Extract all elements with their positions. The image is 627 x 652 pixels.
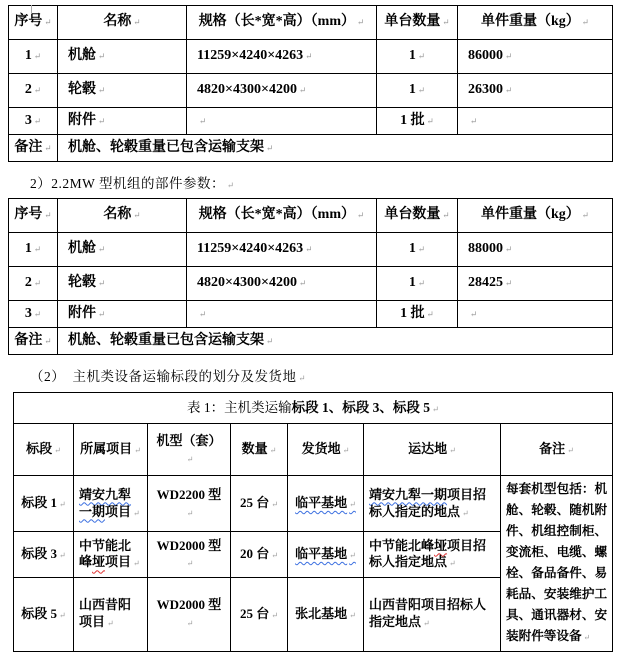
header-remark: 备注 ↵ <box>501 424 613 476</box>
cell-name: 轮毂 ↵ <box>58 267 187 301</box>
header-quantity: 数量 ↵ <box>231 424 288 476</box>
cell-destination: 山西昔阳项目招标人指定地点 ↵ <box>364 577 501 651</box>
header-weight: 单件重量（kg） ↵ <box>458 199 613 233</box>
transport-table-title-row <box>14 393 613 424</box>
cell-weight: 86000 ↵ <box>458 40 613 74</box>
cell-origin: 临平基地 ↵ <box>288 532 364 578</box>
cell-seq: 2 ↵ <box>9 74 58 108</box>
header-weight: 单件重量（kg） ↵ <box>458 6 613 40</box>
cell-lot: 标段 3 ↵ <box>14 532 74 578</box>
header-spec: 规格（长*宽*高）（mm） ↵ <box>187 199 377 233</box>
remark-text: 机舱、轮毂重量已包含运输支架 ↵ <box>58 135 613 162</box>
spec-table-15mw <box>8 5 613 162</box>
section-label-22mw: 2）2.2MW 型机组的部件参数： ↵ <box>30 172 627 192</box>
header-origin: 发货地 ↵ <box>288 424 364 476</box>
header-destination: 运达地 ↵ <box>364 424 501 476</box>
cell-seq: 1 ↵ <box>9 40 58 74</box>
transport-table-header-row <box>14 424 613 476</box>
cell-qty: 1 批 ↵ <box>377 301 458 328</box>
cell-weight: 26300 ↵ <box>458 74 613 108</box>
header-name: 名称 ↵ <box>58 6 187 40</box>
text-cursor-mark <box>31 5 32 14</box>
cell-origin: 张北基地 ↵ <box>288 577 364 651</box>
header-lot: 标段 ↵ <box>14 424 74 476</box>
cell-qty: 1 ↵ <box>377 74 458 108</box>
cell-project: 靖安九犁一期项目 ↵ <box>74 476 148 532</box>
table-row <box>9 74 613 108</box>
cell-origin: 临平基地 ↵ <box>288 476 364 532</box>
cell-name: 机舱 ↵ <box>58 233 187 267</box>
cell-qty: 1 ↵ <box>377 40 458 74</box>
transport-table-title: 表 1：主机类运输标段 1、标段 3、标段 5 ↵ <box>14 393 613 424</box>
table-row-lot1 <box>14 476 613 532</box>
cell-name: 轮毂 ↵ <box>58 74 187 108</box>
cell-project: 中节能北峰垭项目 ↵ <box>74 532 148 578</box>
cell-quantity: 25 台 ↵ <box>231 476 288 532</box>
cell-seq: 3 ↵ <box>9 301 58 328</box>
section-label-transport: （2） 主机类设备运输标段的划分及发货地 ↵ <box>30 365 627 385</box>
cell-qty: 1 ↵ <box>377 233 458 267</box>
cell-destination: 靖安九犁一期项目招标人指定的地点 ↵ <box>364 476 501 532</box>
cell-spec <box>187 108 377 135</box>
table-row <box>9 233 613 267</box>
cell-project: 山西昔阳项目 ↵ <box>74 577 148 651</box>
cell-spec: 11259×4240×4263 ↵ <box>187 233 377 267</box>
cell-qty: 1 批 ↵ <box>377 108 458 135</box>
cell-model: WD2200 型 ↵ <box>148 476 231 532</box>
spec-table-22mw-header-row <box>9 199 613 233</box>
header-qty: 单台数量 ↵ <box>377 199 458 233</box>
cell-lot: 标段 1 ↵ <box>14 476 74 532</box>
document-page <box>0 5 627 643</box>
header-name: 名称 ↵ <box>58 199 187 233</box>
cell-model: WD2000 型 ↵ <box>148 577 231 651</box>
header-seq: 序号 ↵ <box>9 6 58 40</box>
cell-weight: 88000 ↵ <box>458 233 613 267</box>
table-row <box>9 267 613 301</box>
header-seq: 序号 ↵ <box>9 199 58 233</box>
remark-text: 机舱、轮毂重量已包含运输支架 ↵ <box>58 328 613 355</box>
cell-weight <box>458 108 613 135</box>
spec-table-15mw-header-row <box>9 6 613 40</box>
transport-table <box>13 392 613 652</box>
cell-name: 附件 ↵ <box>58 301 187 328</box>
header-project: 所属项目 ↵ <box>74 424 148 476</box>
cell-name: 机舱 ↵ <box>58 40 187 74</box>
cell-seq: 2 ↵ <box>9 267 58 301</box>
header-model: 机型（套） ↵ <box>148 424 231 476</box>
cell-spec: 11259×4240×4263 ↵ <box>187 40 377 74</box>
cell-name: 附件 ↵ <box>58 108 187 135</box>
cell-lot: 标段 5 ↵ <box>14 577 74 651</box>
cell-destination: 中节能北峰垭项目招标人指定地点 ↵ <box>364 532 501 578</box>
cell-remark-merged: 每套机型包括：机舱、轮毂、随机附件、机组控制柜、变流柜、电缆、螺栓、备品备件、易耗品、安装维护工具、通讯器材、安装附件等设备 ↵ <box>501 476 613 652</box>
remark-label: 备注 ↵ <box>9 328 58 355</box>
cell-quantity: 25 台 ↵ <box>231 577 288 651</box>
cell-qty: 1 ↵ <box>377 267 458 301</box>
header-spec: 规格（长*宽*高）（mm） ↵ <box>187 6 377 40</box>
cell-weight: 28425 ↵ <box>458 267 613 301</box>
cell-seq: 3 ↵ <box>9 108 58 135</box>
header-qty: 单台数量 ↵ <box>377 6 458 40</box>
table-row <box>9 40 613 74</box>
cell-spec: 4820×4300×4200 ↵ <box>187 74 377 108</box>
cell-spec <box>187 301 377 328</box>
remark-label: 备注 ↵ <box>9 135 58 162</box>
table-row <box>9 301 613 328</box>
cell-quantity: 20 台 ↵ <box>231 532 288 578</box>
spec-table-22mw <box>8 198 613 355</box>
cell-seq: 1 ↵ <box>9 233 58 267</box>
table-row <box>9 108 613 135</box>
remark-row <box>9 328 613 355</box>
cell-model: WD2000 型 ↵ <box>148 532 231 578</box>
cell-spec: 4820×4300×4200 ↵ <box>187 267 377 301</box>
cell-weight <box>458 301 613 328</box>
remark-row <box>9 135 613 162</box>
